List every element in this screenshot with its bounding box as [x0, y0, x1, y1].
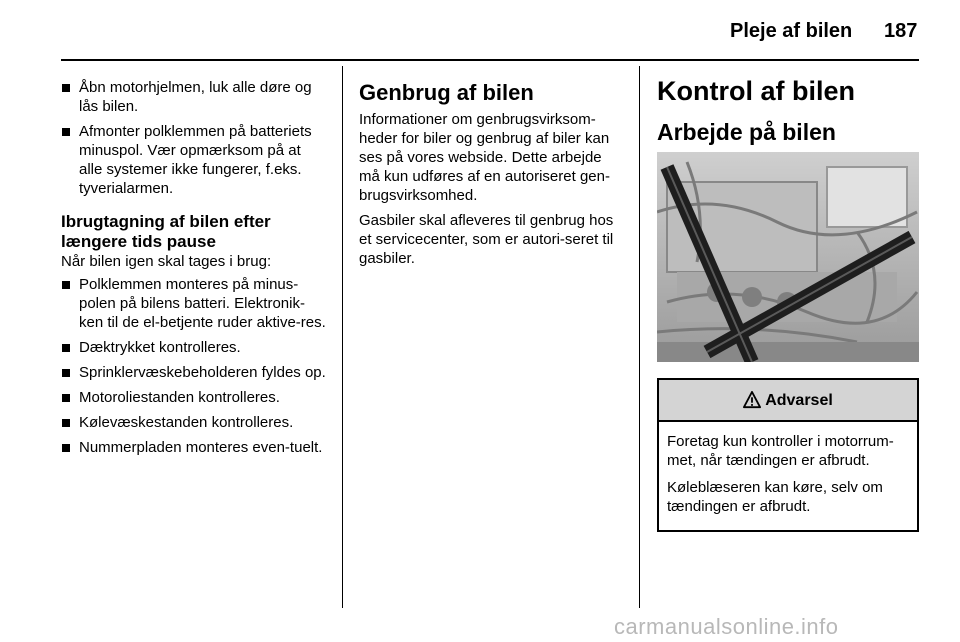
- section-heading: Arbejde på bilen: [657, 119, 836, 145]
- watermark: carmanualsonline.info: [614, 614, 839, 639]
- paragraph: Køleblæseren kan køre, selv om tændingen er afbrudt.: [667, 479, 883, 515]
- warning-title: Advarsel: [765, 391, 833, 409]
- section-heading: Ibrugtagning af bilen efter længere tids pause: [61, 212, 271, 251]
- column-divider-1: [342, 66, 343, 608]
- intro-text: Når bilen igen skal tages i brug:: [61, 253, 272, 270]
- section-heading: Genbrug af bilen: [359, 80, 534, 105]
- engine-bay-photo: [657, 152, 919, 362]
- paragraph: Foretag kun kontroller i motorrum-met, når tændingen er afbrudt.: [667, 433, 894, 469]
- header-divider: [61, 59, 919, 61]
- chapter-heading: Kontrol af bilen: [657, 76, 855, 106]
- list-item: Dæktrykket kontrolleres.: [61, 338, 327, 357]
- list-item: Kølevæskestanden kontrolleres.: [61, 413, 327, 432]
- paragraph: Informationer om genbrugsvirksom-heder for biler og genbrug af biler kan ses på vores webside. Dette arbejde må kun udføres af en autoriseret gen-brugsvirksomhed.: [359, 111, 610, 204]
- list-item: Afmonter polklemmen på batteriets minuspol. Vær opmærksom på at alle systemer ikke fungerer, f.eks. tyverialarmen.: [61, 122, 327, 198]
- list-item: Motoroliestanden kontrolleres.: [61, 388, 327, 407]
- page-number: 187: [884, 20, 918, 42]
- paragraph: Gasbiler skal afleveres til genbrug hos et servicecenter, som er autori-seret til gasbiler.: [359, 212, 614, 267]
- warning-header: [659, 380, 917, 422]
- list-item: Polklemmen monteres på minus-polen på bilens batteri. Elektronik-ken til de el-betjente ruder aktive-res.: [61, 275, 327, 332]
- list-item: Sprinklervæskebeholderen fyldes op.: [61, 363, 327, 382]
- left-column: [61, 78, 327, 463]
- page-header-title: Pleje af bilen: [730, 20, 853, 42]
- warning-triangle-icon: [743, 391, 761, 409]
- middle-column: [359, 80, 625, 274]
- right-column: [657, 76, 919, 532]
- bullet-list-top: [61, 78, 327, 198]
- list-item: Åbn motorhjelmen, luk alle døre og lås bilen.: [61, 78, 327, 116]
- warning-body: [659, 422, 917, 530]
- column-divider-2: [639, 66, 640, 608]
- warning-box: [657, 378, 919, 532]
- bullet-list-checks: [61, 275, 327, 457]
- list-item: Nummerpladen monteres even-tuelt.: [61, 438, 327, 457]
